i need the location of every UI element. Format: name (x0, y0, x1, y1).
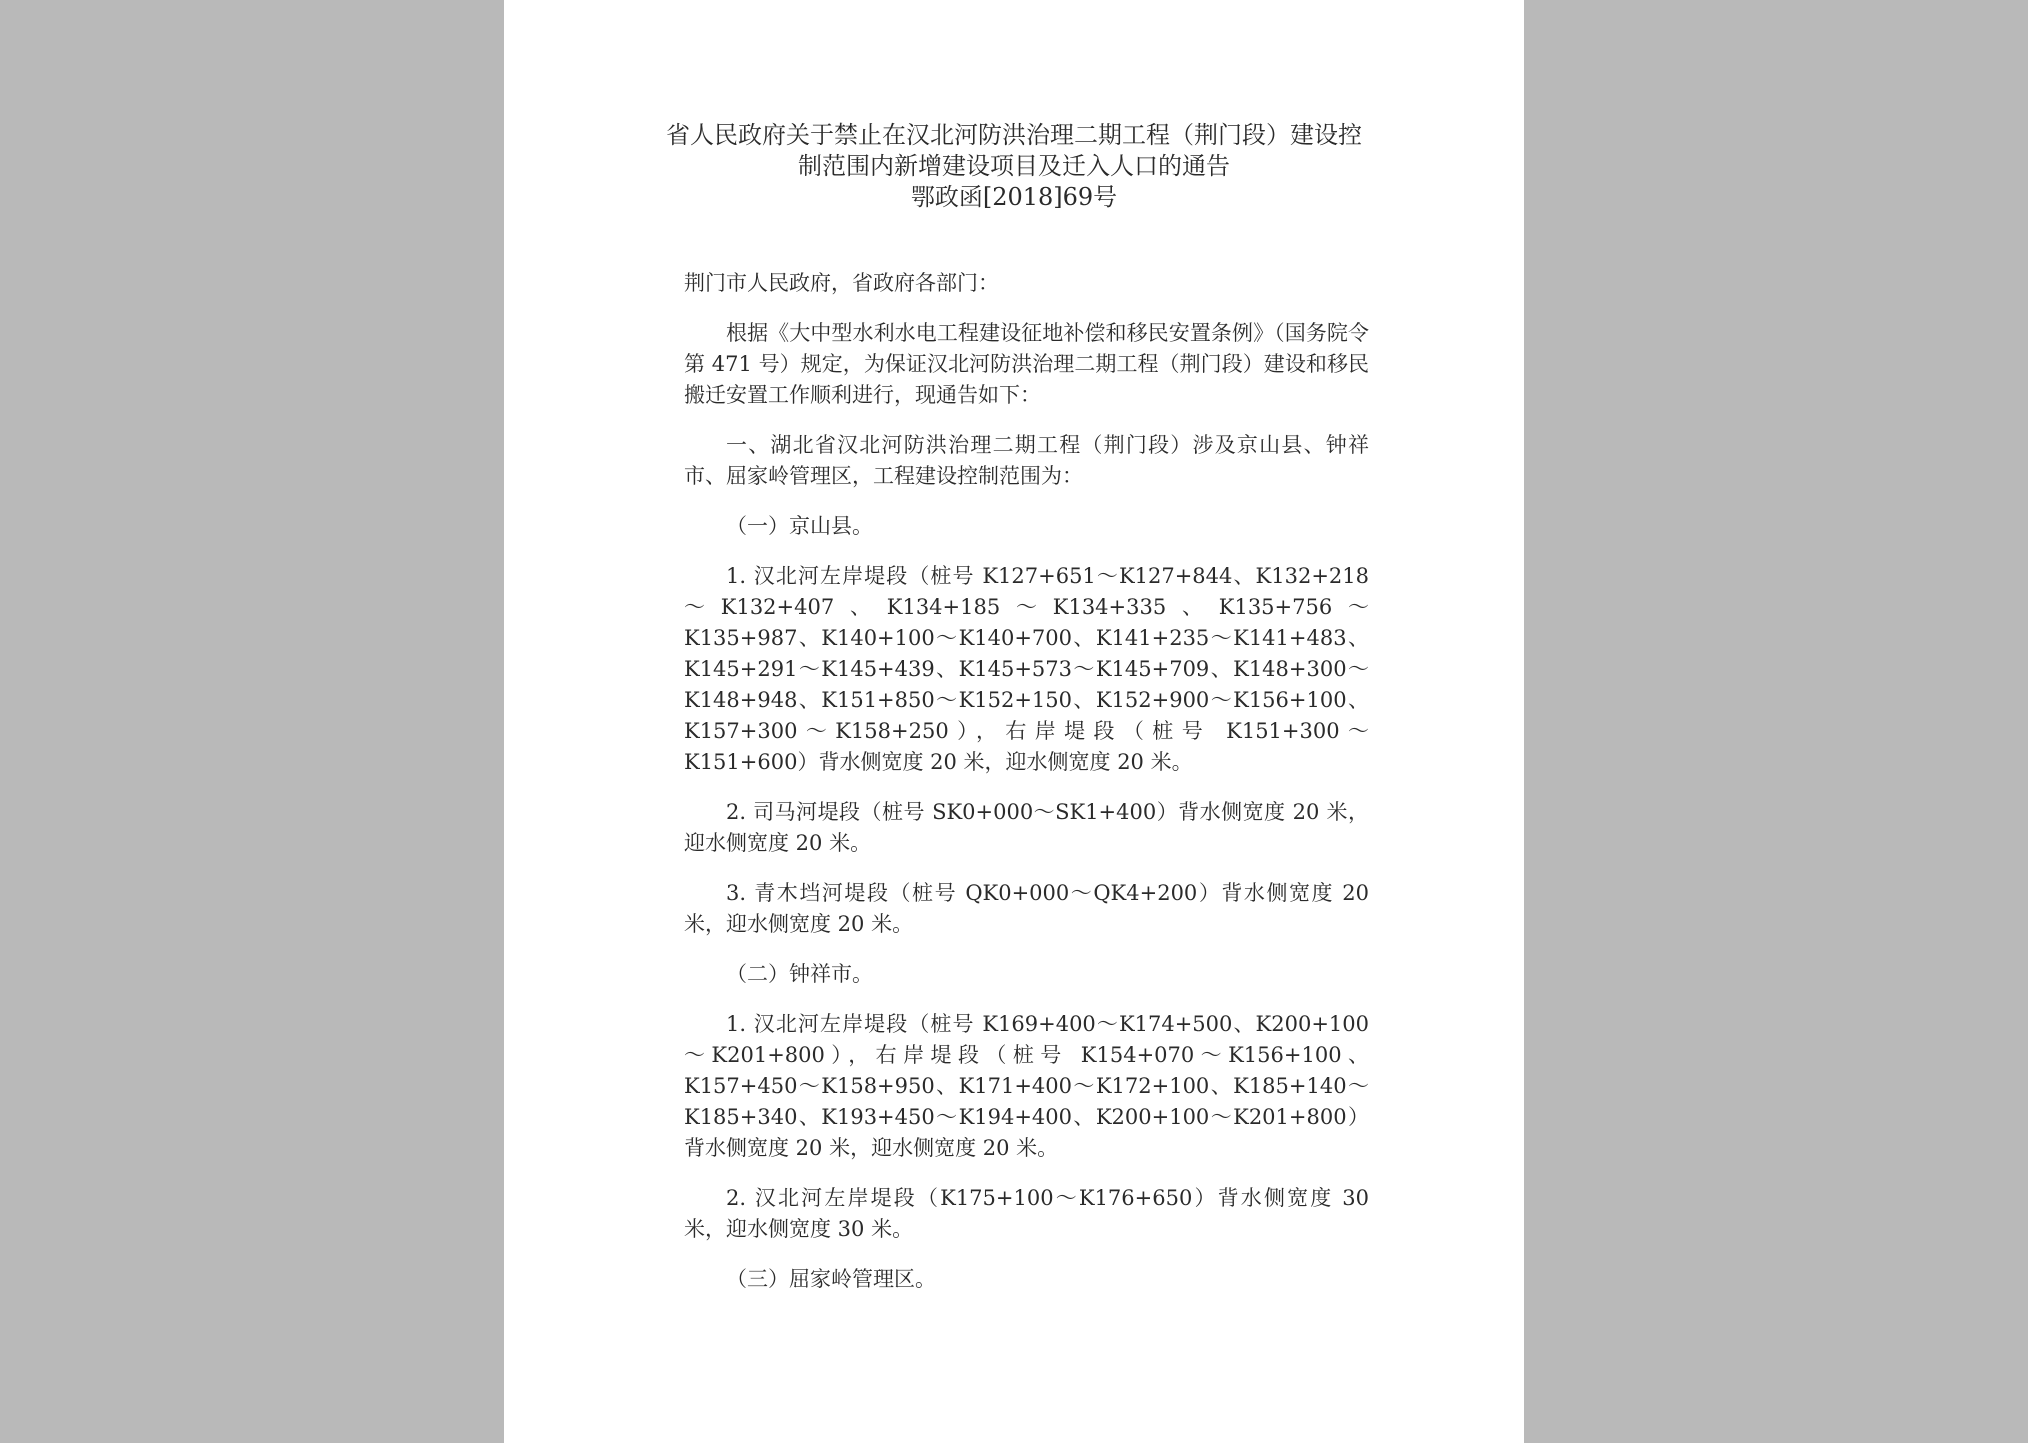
document-title-line-2: 制范围内新增建设项目及迁入人口的通告 (798, 152, 1230, 180)
document-title-line-1: 省人民政府关于禁止在汉北河防洪治理二期工程（荆门段）建设控 (666, 121, 1362, 149)
addressee: 荆门市人民政府，省政府各部门： (684, 271, 999, 295)
section-2-heading: （二）钟祥市。 (726, 962, 873, 986)
section-2-item-2: 2. 汉北河左岸堤段（K175+100～K176+650）背水侧宽度 30 米，迎水侧宽度 30 米。 (684, 1186, 1369, 1241)
document-header (654, 120, 1374, 213)
document-page (504, 0, 1524, 1443)
section-1-item-3: 3. 青木垱河堤段（桩号 QK0+000～QK4+200）背水侧宽度 20 米，迎水侧宽度 20 米。 (684, 881, 1369, 936)
intro-paragraph: 根据《大中型水利水电工程建设征地补偿和移民安置条例》（国务院令第 471 号）规定，为保证汉北河防洪治理二期工程（荆门段）建设和移民搬迁安置工作顺利进行，现通告如下： (684, 321, 1369, 407)
section-1-item-1: 1. 汉北河左岸堤段（桩号 K127+651～K127+844、K132+218～K132+407、K134+185～K134+335、K135+756～K135+987、K140+100～K140+700、K141+235～K141+483、K145+291～K145+439、K145+573～K145+709、K148+300～K148+948、K151+850～K152+150、K152+900～K156+100、K157+300～K158+250），右岸堤段（桩号 K151+300～K151+600）背水侧宽度 20 米，迎水侧宽度 20 米。 (684, 564, 1369, 774)
section-2-item-1: 1. 汉北河左岸堤段（桩号 K169+400～K174+500、K200+100～K201+800），右岸堤段（桩号 K154+070～K156+100、K157+450～K158+950、K171+400～K172+100、K185+140～K185+340、K193+450～K194+400、K200+100～K201+800）背水侧宽度 20 米，迎水侧宽度 20 米。 (684, 1012, 1369, 1160)
section-1-item-2: 2. 司马河堤段（桩号 SK0+000～SK1+400）背水侧宽度 20 米，迎水侧宽度 20 米。 (684, 800, 1369, 855)
item-1-paragraph: 一、湖北省汉北河防洪治理二期工程（荆门段）涉及京山县、钟祥市、屈家岭管理区，工程建设控制范围为： (684, 433, 1369, 488)
section-3-heading: （三）屈家岭管理区。 (726, 1267, 936, 1291)
section-1-heading: （一）京山县。 (726, 514, 873, 538)
document-body (684, 268, 1369, 1314)
document-number: 鄂政函[2018]69号 (910, 183, 1118, 211)
